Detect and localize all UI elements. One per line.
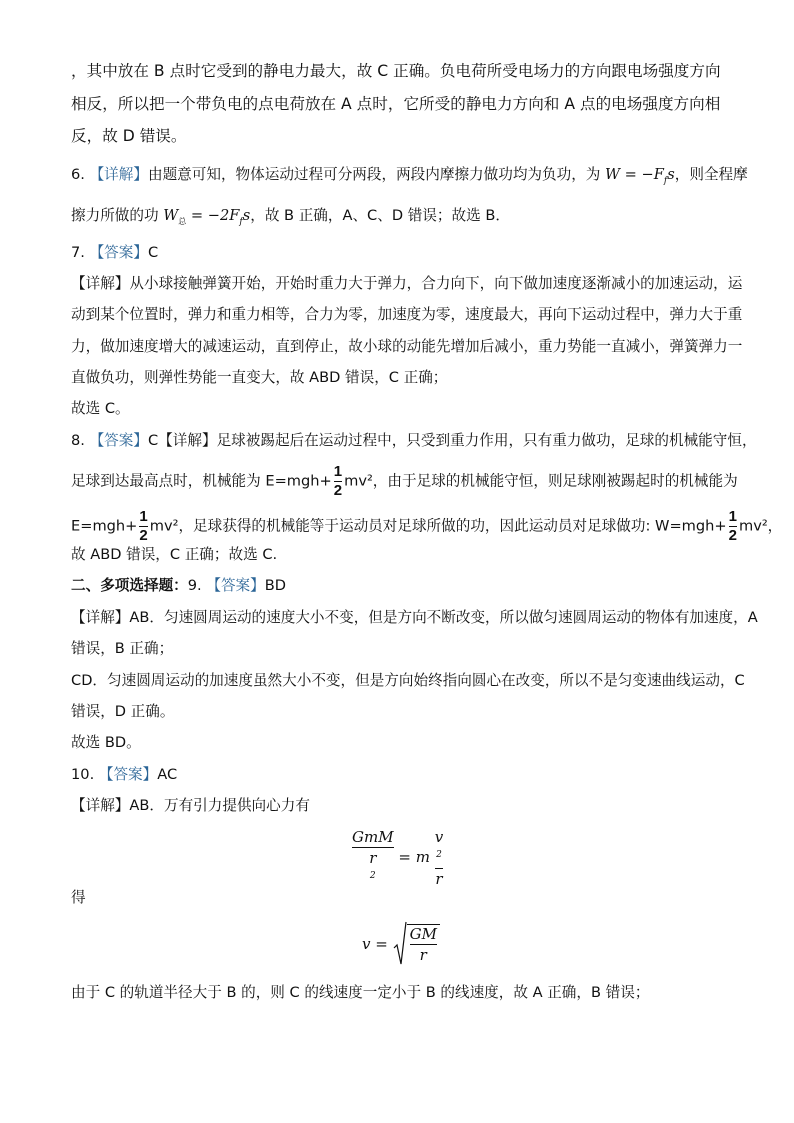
text: 从小球接触弹簧开始，开始时重力大于弹力，合力向下，向下做加速度逐渐减小的加速运动，运 <box>129 275 743 292</box>
text-line: 错误，D 正确。 <box>71 703 175 720</box>
text: mv²， <box>738 517 783 535</box>
text-line: 故选 C。 <box>71 400 130 417</box>
question-number: 9. <box>187 577 202 594</box>
question-7-answer <box>71 243 158 263</box>
text: 足球到达最高点时，机械能为 E=mgh+ <box>71 472 332 490</box>
answer-tag: 【答案】 <box>98 766 158 783</box>
answer-tag: 【答案】 <box>206 577 265 594</box>
text-line: 直做负功，则弹性势能一直变大，故 ABD 错误，C 正确； <box>71 369 448 386</box>
section-2-heading <box>71 576 286 596</box>
detail-tag: 【详解】 <box>71 275 130 292</box>
text-line: 相反，所以把一个带负电的点电荷放在 A 点时，它所受的静电力方向和 A 点的电场强度方向相 <box>71 95 721 113</box>
detail-tag: 【详解】 <box>158 432 217 449</box>
question-number: 7. <box>71 244 85 261</box>
text: AB．万有引力提供向心力有 <box>129 797 310 814</box>
text: mv²，足球获得的机械能等于运动员对足球所做的功，因此运动员对足球做功: W=mgh+ <box>149 517 727 535</box>
text-line: 由于 C 的轨道半径大于 B 的，则 C 的线速度一定小于 B 的线速度，故 A 正确，B 错误； <box>71 984 650 1001</box>
sqrt-sign-icon <box>393 920 407 968</box>
equation-gravity: GmM r $^2$ = m v $^2$ r <box>352 828 444 888</box>
detail-tag: 【详解】 <box>71 609 130 626</box>
text-line: ，其中放在 B 点时它受到的静电力最大，故 C 正确。负电荷所受电场力的方向跟电场强度方向 <box>71 62 721 80</box>
question-10-answer <box>71 765 177 785</box>
fraction-half: $\frac{1}{2}$ <box>139 508 148 544</box>
text: ，故 B 正确，A、C、D 错误；故选 B． <box>250 207 510 224</box>
answer-value: AC <box>157 766 178 783</box>
question-6-line-2 <box>71 206 510 232</box>
section-title: 二、多项选择题： <box>71 577 188 594</box>
text-line: 力，做加速度增大的减速运动，直到停止，故小球的动能先增加后减小，重力势能一直减小，弹簧弹力一 <box>71 338 743 355</box>
text: E=mgh+ <box>71 517 138 535</box>
question-8-line-3 <box>71 509 782 544</box>
text: 擦力所做的功 <box>71 207 159 224</box>
text: 足球被踢起后在运动过程中，只受到重力作用，只有重力做功，足球的机械能守恒， <box>216 432 757 449</box>
text-line: CD．匀速圆周运动的加速度虽然大小不变，但是方向始终指向圆心在改变，所以不是匀变速曲线运动，C <box>71 672 745 689</box>
answer-value: C <box>147 432 159 449</box>
question-number: 8. <box>71 432 85 449</box>
text: ，则全程摩 <box>674 166 748 183</box>
equation-velocity: v = $\frac{GM}{r}$ <box>362 920 440 968</box>
answer-value: BD <box>264 577 286 594</box>
text-line: 故选 BD。 <box>71 734 141 751</box>
text: AB．匀速圆周运动的速度大小不变，但是方向不断改变，所以做匀速圆周运动的物体有加速度，A <box>129 609 758 626</box>
text-line: 得 <box>71 889 86 906</box>
question-6-line-1 <box>71 165 748 191</box>
text-line: 动到某个位置时，弹力和重力相等，合力为零，加速度为零，速度最大，再向下运动过程中，弹力大于重 <box>71 306 743 323</box>
answer-value: C <box>147 244 159 261</box>
question-7-line-1 <box>71 274 742 294</box>
fraction-half: $\frac{1}{2}$ <box>333 463 343 499</box>
text-line: 反，故 D 错误。 <box>71 127 187 145</box>
question-8-line-1 <box>71 431 757 451</box>
question-number: 6. <box>71 166 85 183</box>
question-number: 10. <box>71 766 95 783</box>
formula: $W = -F_fs$ <box>605 166 675 186</box>
answer-tag: 【答案】 <box>89 432 148 449</box>
question-8-line-2 <box>71 464 738 499</box>
text-line: 故 ABD 错误，C 正确；故选 C. <box>71 546 278 563</box>
formula: $W_总 = -2F_fs$ <box>163 207 251 227</box>
detail-tag: 【详解】 <box>89 166 148 183</box>
question-10-line-1 <box>71 796 310 816</box>
fraction-half: $\frac{1}{2}$ <box>728 508 737 544</box>
text-line: 错误，B 正确； <box>71 640 174 657</box>
detail-tag: 【详解】 <box>71 797 130 814</box>
question-9-line-1 <box>71 608 758 628</box>
text: mv²，由于足球的机械能守恒，则足球刚被踢起时的机械能为 <box>344 472 738 490</box>
text: 由题意可知，物体运动过程可分两段，两段内摩擦力做功均为负功，为 <box>147 166 601 183</box>
answer-tag: 【答案】 <box>89 244 148 261</box>
